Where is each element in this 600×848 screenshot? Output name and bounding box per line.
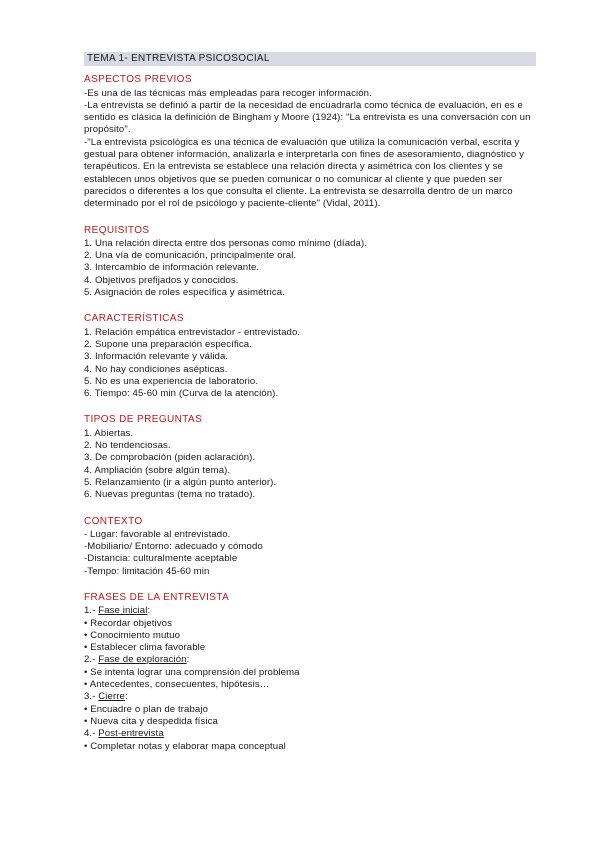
- list-item: 4. No hay condiciones asépticas.: [84, 363, 228, 375]
- list-item: 5. Relanzamiento (ir a algún punto anterior).: [84, 476, 277, 488]
- section-heading-aspectos: ASPECTOS PREVIOS: [84, 74, 192, 86]
- section-heading-requisitos: REQUISITOS: [84, 224, 150, 236]
- list-item: • Recordar objetivos: [84, 617, 173, 629]
- paragraph: -La entrevista se definió a partir de la necesidad de encuadrarla como técnica de evaluación, en es e sentido es clásica la definición de Bingham y Moore (1924): "La entrevista es una conversación con un propósito".: [84, 99, 531, 136]
- document-content: [84, 52, 536, 753]
- list-item: 5. No es una experiencia de laboratorio.: [84, 375, 259, 387]
- phase-label: Fase inicial: [98, 605, 148, 617]
- phase-title: [84, 728, 536, 740]
- list-item: • Encuadre o plan de trabajo: [84, 703, 209, 715]
- list-item: 3. De comprobación (piden aclaración).: [84, 452, 256, 464]
- list-item: • Conocimiento mutuo: [84, 629, 181, 641]
- document-title: TEMA 1- ENTREVISTA PSICOSOCIAL: [84, 52, 536, 66]
- list-item: • Se intenta lograr una comprensión del problema: [84, 666, 300, 678]
- phase-label: Cierre: [98, 691, 125, 703]
- phase-prefix: 3.-: [84, 691, 99, 703]
- phase-title: [84, 605, 536, 617]
- phase-prefix: 4.-: [84, 728, 99, 740]
- list-item: - Lugar: favorable al entrevistado.: [84, 528, 231, 540]
- list-item: 6. Nuevas preguntas (tema no tratado).: [84, 489, 256, 501]
- phase-label: Fase de exploración: [98, 654, 187, 666]
- list-item: 1. Relación empática entrevistador - entrevistado.: [84, 326, 301, 338]
- phase-title: [84, 691, 536, 703]
- paragraph: -"La entrevista psicológica es una técnica de evaluación que utiliza la comunicación verbal, escrita y gestual para obtener información, analizarla e interpretarla con fines de asesoramiento, diagnóstico y terapéuticos. En la entrevista se establece una relación directa y asimétrica con los clientes y se establecen unos objetivos que se pueden comunicar o no comunicar al cliente y que pueden ser parecidos o diferentes a los que consulta el cliente. La entrevista se desarrolla dentro de un marco determinado por el rol de psicólogo y paciente-cliente" (Vidal, 2011).: [84, 136, 525, 210]
- phase-suffix: :: [147, 605, 151, 617]
- list-item: 4. Ampliación (sobre algún tema).: [84, 464, 231, 476]
- section-heading-tipos: TIPOS DE PREGUNTAS: [84, 414, 203, 426]
- phase-prefix: 1.-: [84, 605, 99, 617]
- list-item: • Completar notas y elaborar mapa conceptual: [84, 740, 286, 752]
- phase-label: Post-entrevista: [98, 728, 164, 740]
- list-item: 6. Tiempo: 45-60 min (Curva de la atención).: [84, 388, 279, 400]
- list-item: • Establecer clima favorable: [84, 642, 206, 654]
- section-heading-frases: FRASES DE LA ENTREVISTA: [84, 591, 230, 603]
- paragraph: -Es una de las técnicas más empleadas para recoger información.: [84, 87, 372, 99]
- list-item: 5. Asignación de roles específica y asimétrica.: [84, 287, 285, 299]
- list-item: 2. Supone una preparación específica.: [84, 338, 252, 350]
- list-item: 2. Una vía de comunicación, principalmente oral.: [84, 250, 297, 262]
- section-heading-caracteristicas: CARACTERÍSTICAS: [84, 313, 184, 325]
- list-item: -Tempo: limitación 45-60 min: [84, 565, 210, 577]
- list-item: 1. Abiertas.: [84, 427, 134, 439]
- list-item: • Nueva cita y despedida física: [84, 715, 218, 727]
- phase-suffix: :: [186, 654, 190, 666]
- list-item: -Distancia: culturalmente aceptable: [84, 553, 238, 565]
- list-item: 3. Intercambio de información relevante.: [84, 262, 260, 274]
- phase-suffix: :: [125, 691, 128, 703]
- list-item: • Antecedentes, consecuentes, hipótesis…: [84, 679, 270, 691]
- list-item: 3. Información relevante y válida.: [84, 351, 229, 363]
- list-item: 2. No tendenciosas.: [84, 440, 171, 452]
- section-heading-contexto: CONTEXTO: [84, 515, 143, 527]
- list-item: 4. Objetivos prefijados y conocidos.: [84, 274, 239, 286]
- phase-title: [84, 654, 536, 666]
- list-item: 1. Una relación directa entre dos personas como mínimo (díada).: [84, 237, 368, 249]
- phase-prefix: 2.-: [84, 654, 99, 666]
- list-item: -Mobiliario/ Entorno: adecuado y cómodo: [84, 541, 263, 553]
